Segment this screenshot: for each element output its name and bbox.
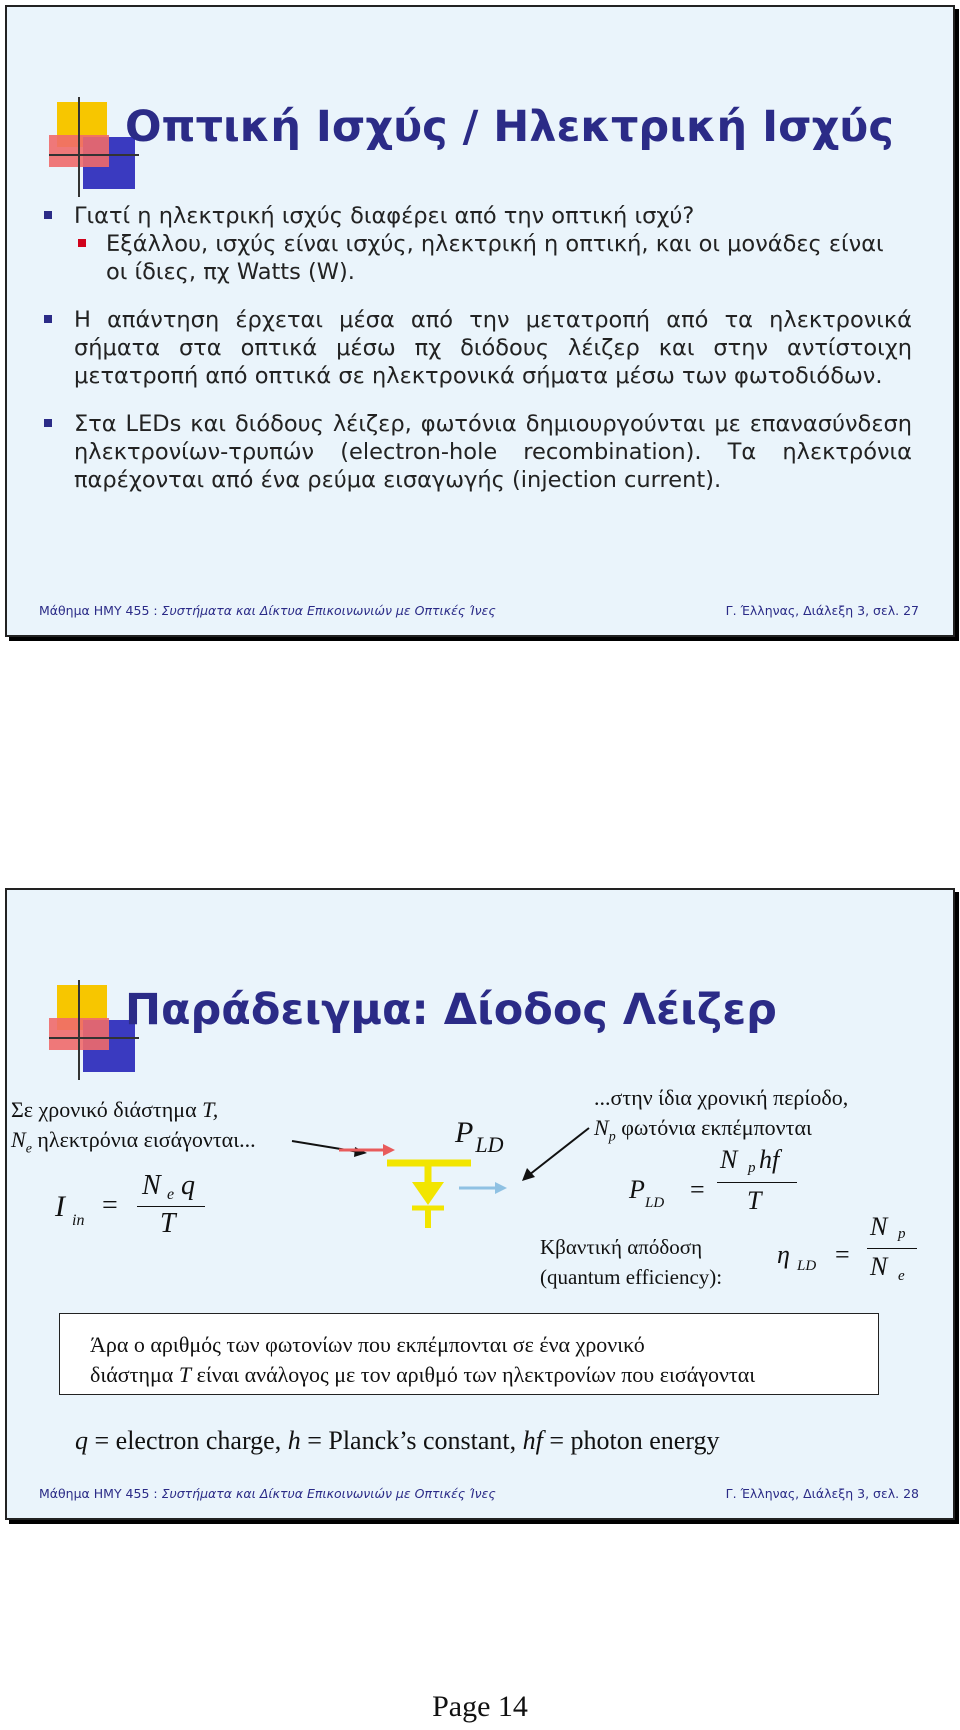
power-equation: P LD = N p hf T [7, 890, 957, 1522]
slide-27 [5, 5, 955, 637]
bullet-square-icon [44, 315, 52, 323]
quantum-efficiency-label: Κβαντική απόδοση (quantum efficiency): [540, 1235, 723, 1289]
bullet-item: Η απάντηση έρχεται μέσα από την μετατροπή από τα ηλεκτρονικά σήματα στα οπτικά μέσω πχ διόδους λέιζερ και στην αντίστοιχη μετατροπή από οπτικά σε ηλεκτρονικά σήματα μέσω των φωτοδιόδων. [42, 306, 912, 390]
slide-28 [5, 888, 955, 1520]
bullet-square-icon [44, 419, 52, 427]
bullet-square-icon [44, 211, 52, 219]
electrons-text: Σε χρονικό διάστημα T, $N_e$ ηλεκτρόνια εισάγονται... [11, 1097, 256, 1157]
efficiency-equation: η LD = N p N e [7, 890, 957, 1522]
slide-title: Παράδειγμα: Δίοδος Λέιζερ [125, 985, 777, 1035]
footer-course: Μάθημα ΗΜΥ 455 : Συστήματα και Δίκτυα Επικοινωνιών με Οπτικές Ίνες [39, 1486, 496, 1501]
bullet-item: Στα LEDs και διόδους λέιζερ, φωτόνια δημιουργούνται με επανασύνδεση ηλεκτρονίων-τρυπών (electron-hole recombination). Τα ηλεκτρόνια παρέχονται από ένα ρεύμα εισαγωγής (injection current). [42, 410, 912, 494]
bullet-item: Γιατί η ηλεκτρική ισχύς διαφέρει από την οπτική ισχύ? [42, 202, 912, 230]
page-number: Page 14 [432, 1690, 528, 1723]
bullet-list [42, 202, 912, 494]
footer-course: Μάθημα ΗΜΥ 455 : Συστήματα και Δίκτυα Επικοινωνιών με Οπτικές Ίνες [39, 603, 496, 618]
conclusion-box: Άρα ο αριθμός των φωτονίων που εκπέμπονται σε ένα χρονικό διάστημα T είναι ανάλογος με τον αριθμό των ηλεκτρονίων που εισάγονται [59, 1313, 879, 1395]
slide-title: Οπτική Ισχύς / Ηλεκτρική Ισχύς [125, 102, 894, 152]
pld-label: $P_{LD}$ [455, 1116, 504, 1157]
definitions-line: q = electron charge, h = Planck’s constant, hf = photon energy [75, 1426, 720, 1455]
bullet-square-icon [78, 239, 86, 247]
photons-text: ...στην ίδια χρονική περίοδο, $N_p$ φωτόνια εκπέμπονται [594, 1085, 849, 1145]
current-equation: I in = N e q T [7, 890, 957, 1522]
bullet-item-sub: Εξάλλου, ισχύς είναι ισχύς, ηλεκτρική η οπτική, και οι μονάδες είναι οι ίδιες, πχ Watts (W). [42, 230, 912, 286]
footer-page-ref: Γ. Έλληνας, Διάλεξη 3, σελ. 28 [725, 1486, 919, 1501]
footer-page-ref: Γ. Έλληνας, Διάλεξη 3, σελ. 27 [725, 603, 919, 618]
